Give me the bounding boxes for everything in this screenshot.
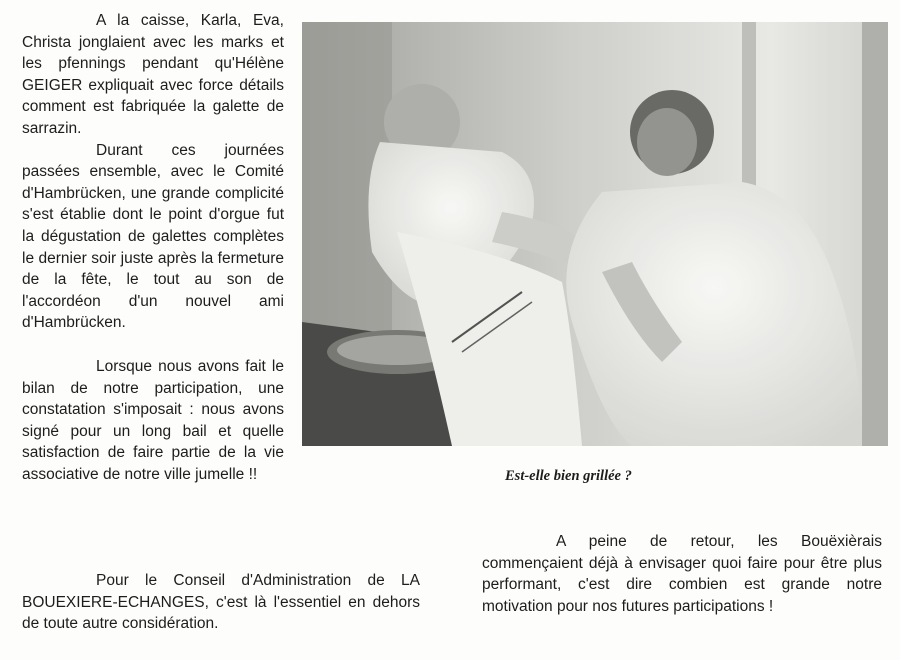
paragraph-days-together: Durant ces journées passées ensemble, avec le Comité d'Hambrücken, une grande complicité s'est établie dont le point d'orgue fut la dégustation de galettes complètes le dernier soir juste après la fermeture de la fête, le tout au son de l'accordéon d'un nouvel ami d'Hambrücken. bbox=[22, 141, 284, 332]
paragraph-council: Pour le Conseil d'Administration de LA BOUEXIERE-ECHANGES, c'est là l'essentiel en dehors de toute autre considération. bbox=[22, 572, 420, 633]
paragraph-cashier: A la caisse, Karla, Eva, Christa jonglaient avec les marks et les pfennings pendant qu'Hélène GEIGER expliquait avec force détails comment est fabriquée la galette de sarrazin. bbox=[22, 12, 284, 137]
bottom-left-text bbox=[22, 570, 420, 635]
paragraph-assessment: Lorsque nous avons fait le bilan de notre participation, une constatation s'imposait : nous avons signé pour un long bail et quelle satisfaction de faire partie de la vie associative de notre ville jumelle !! bbox=[22, 357, 284, 483]
photo-galette-makers bbox=[302, 22, 888, 446]
left-column-text bbox=[22, 10, 284, 485]
paragraph-return: A peine de retour, les Bouëxièrais commençaient déjà à envisager quoi faire pour être plus performant, c'est dire combien est grande notre motivation pour nos futures participations ! bbox=[482, 533, 882, 615]
right-column-text bbox=[482, 531, 882, 617]
photo-caption: Est-elle bien grillée ? bbox=[505, 468, 632, 484]
photo-illustration bbox=[302, 22, 888, 446]
